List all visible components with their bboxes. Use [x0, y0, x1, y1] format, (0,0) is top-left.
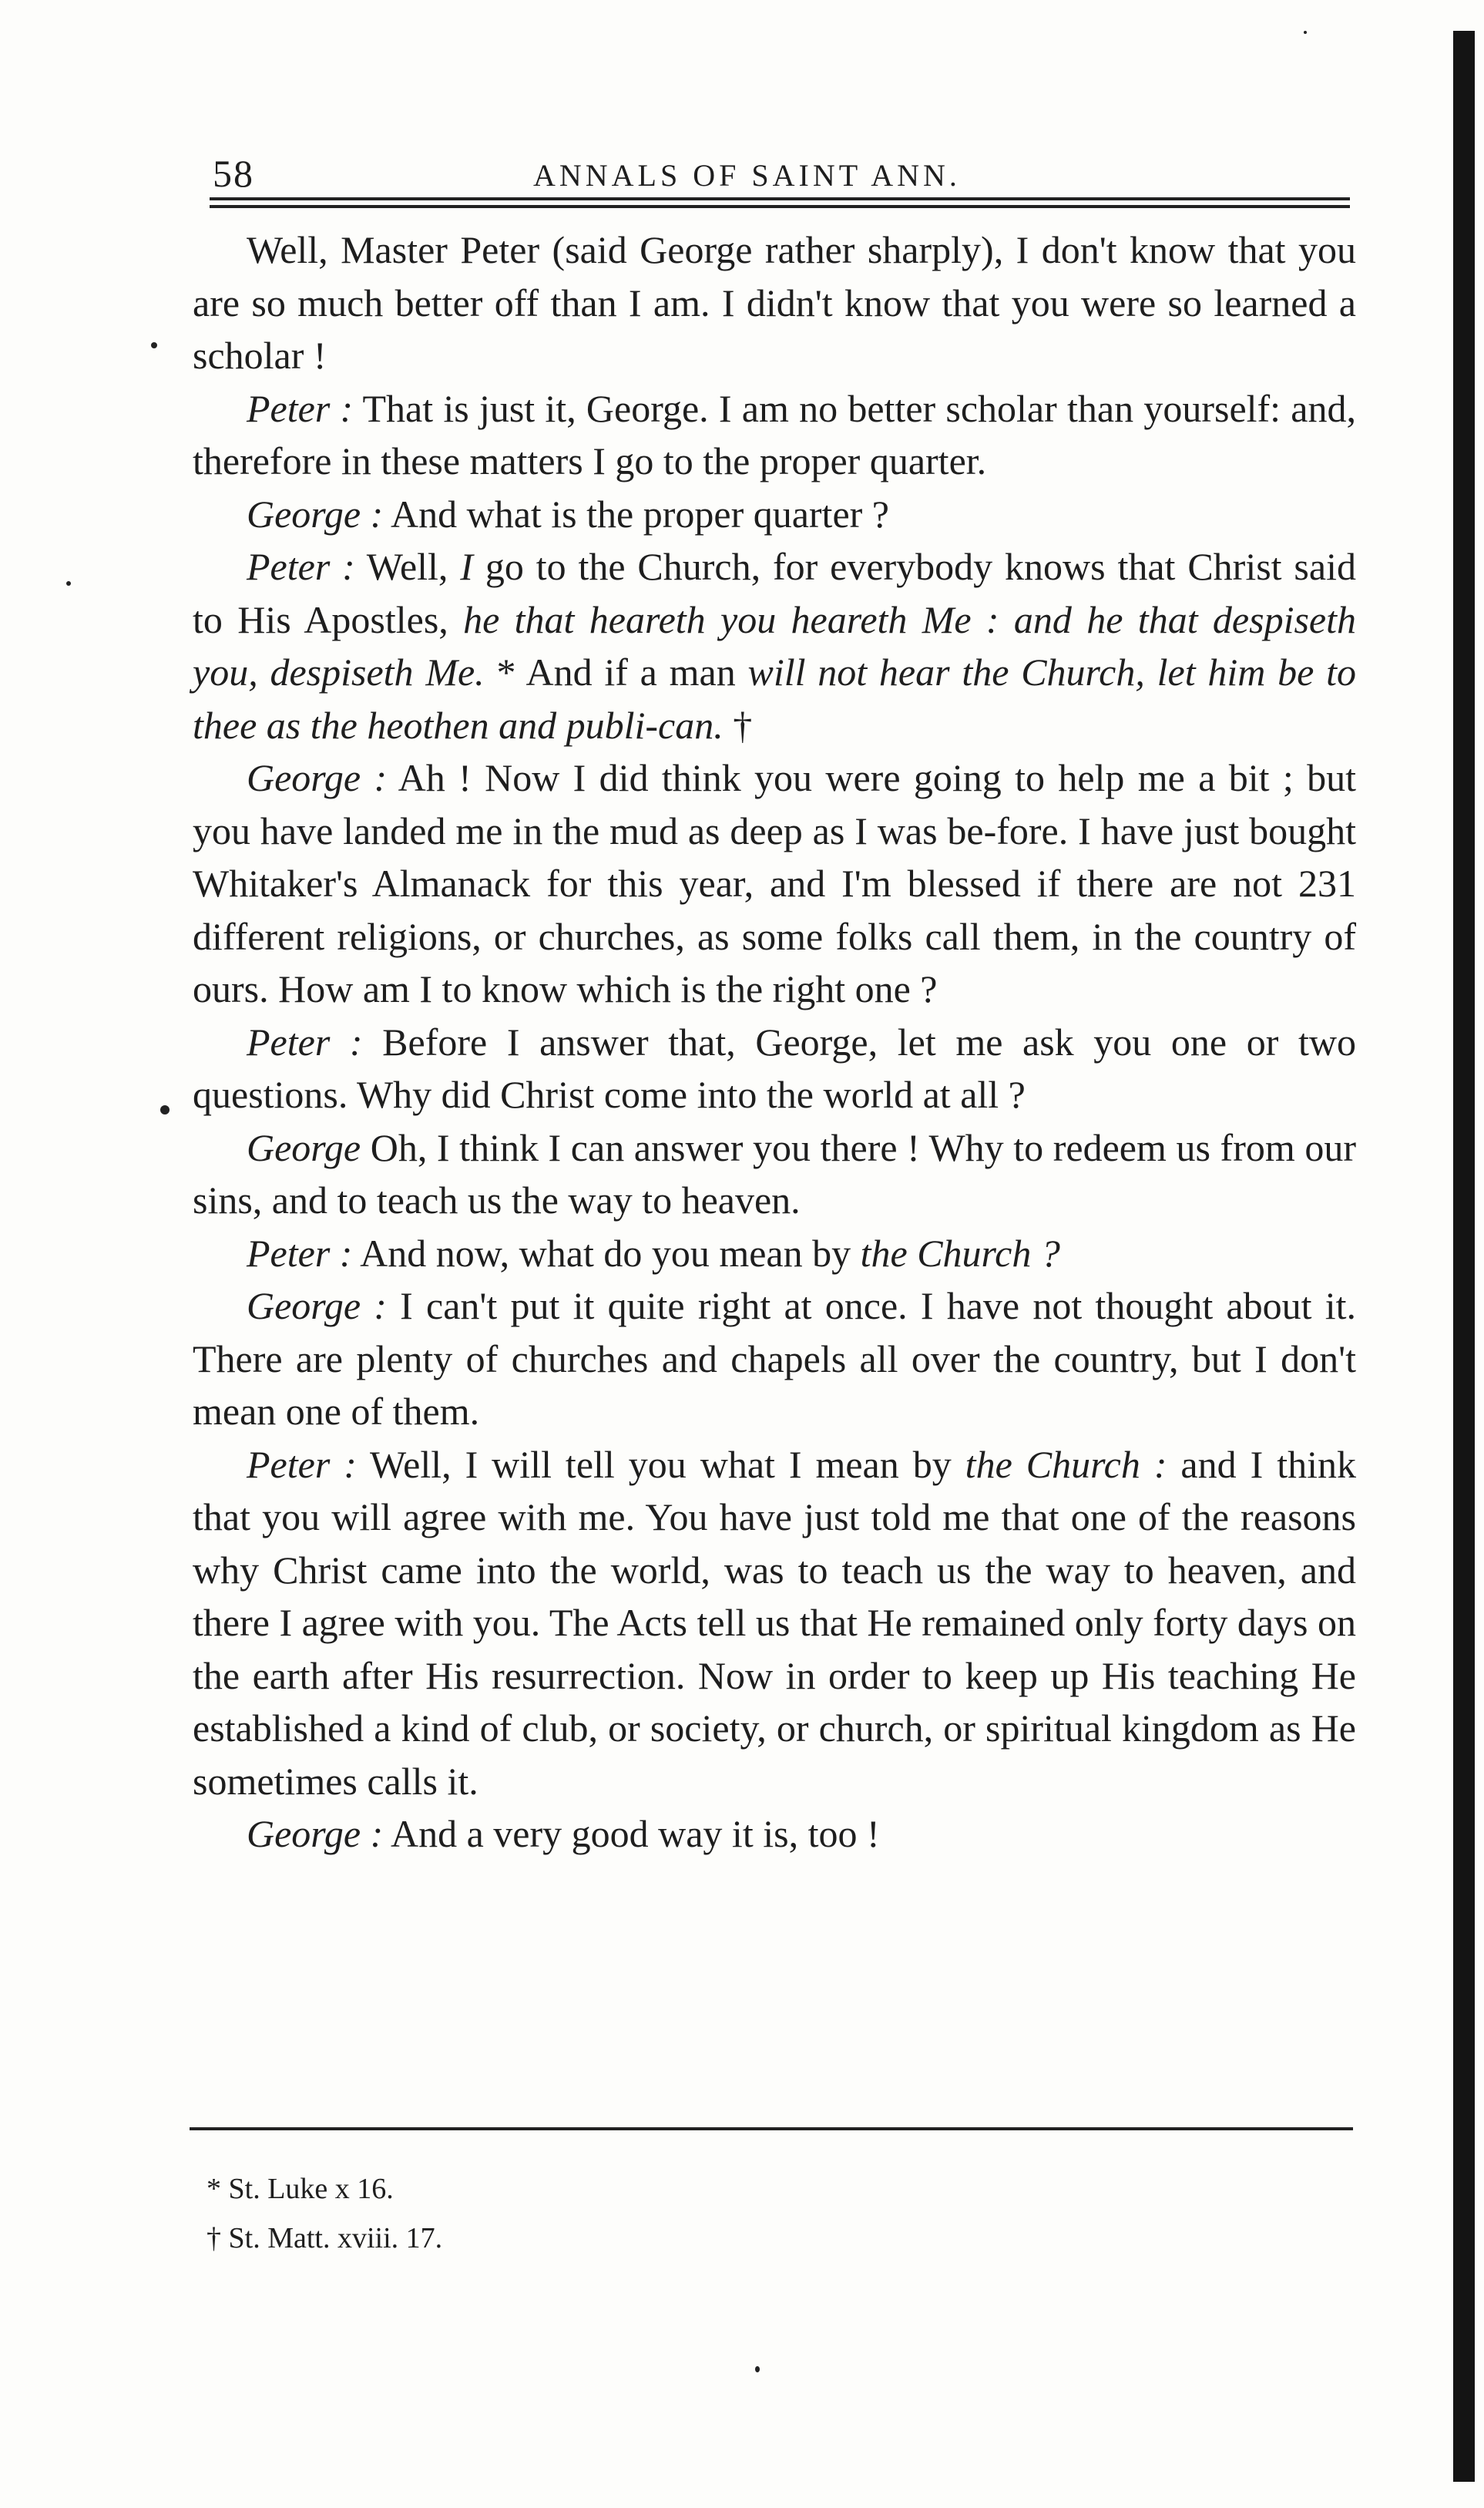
ink-speck — [755, 2366, 760, 2372]
italic-text: Peter : — [247, 545, 355, 588]
italic-text: George : — [247, 756, 388, 799]
text-run: † — [723, 703, 753, 747]
paragraph — [193, 1016, 1356, 1121]
footnotes — [206, 2164, 442, 2263]
paragraph — [193, 540, 1356, 751]
italic-text: Peter : — [247, 386, 354, 430]
text-run: Oh, I think I can answer you there ! Why to redeem us from our sins, and to teach us the way to heaven. — [193, 1125, 1356, 1222]
paragraph — [193, 1121, 1356, 1227]
italic-text: he that heareth you heareth Me : and he that despiseth you, despiseth Me. — [193, 597, 1357, 694]
paragraph — [193, 382, 1356, 488]
italic-text: I — [460, 545, 473, 588]
running-title: ANNALS OF SAINT ANN. — [533, 158, 961, 193]
ink-speck — [1304, 31, 1307, 34]
paragraph — [193, 224, 1356, 382]
text-run: Well, Master Peter (said George rather sharply), I don't know that you are so much better off than I am. I didn't know that you were so learned a scholar ! — [193, 228, 1356, 377]
text-run: Well, — [354, 545, 461, 588]
italic-text: George : — [247, 1812, 384, 1855]
text-run: Before I answer that, George, let me ask you one or two questions. Why did Christ come into the world at all ? — [193, 1020, 1356, 1116]
text-run: and I think that you will agree with me. You have just told me that one of the reasons why Christ came into the world, was to teach us the way to heaven, and there I agree with you. The Acts tell us that He remained only forty days on the earth after His resurrection. Now in order to keep up His teaching He established a kind of club, or society, or church, or spiritual kingdom as He sometimes calls it. — [193, 1442, 1356, 1803]
italic-text: George : — [247, 492, 384, 536]
paragraph — [193, 488, 1356, 541]
footnote-rule — [190, 2127, 1353, 2130]
italic-text: will not hear the Church, let him be to thee as the heothen and publi-can. — [193, 651, 1356, 747]
paragraph — [193, 1807, 1356, 1861]
italic-text: the Church ? — [860, 1231, 1060, 1275]
italic-text: Peter : — [247, 1442, 357, 1486]
paragraph — [193, 1438, 1356, 1808]
ink-speck — [151, 342, 157, 348]
footnote: * St. Luke x 16. — [206, 2173, 394, 2205]
text-run: Well, I will tell you what I mean by — [356, 1442, 965, 1486]
page-header — [210, 143, 1350, 200]
page-number: 58 — [213, 152, 254, 195]
text-run: And now, what do you mean by — [352, 1231, 861, 1275]
text-run: And a very good way it is, too ! — [383, 1812, 880, 1855]
italic-text: Peter : — [247, 1231, 353, 1275]
ink-speck — [66, 581, 71, 586]
body-text — [193, 224, 1356, 1861]
footnote: † St. Matt. xviii. 17. — [206, 2222, 443, 2254]
text-run: That is just it, George. I am no better scholar than yourself: and, therefore in these matters I go to the proper quarter. — [193, 386, 1356, 482]
text-run: I can't put it quite right at once. I have not thought about it. There are plenty of churches and chapels all over the country, but I don't mean one of them. — [193, 1284, 1356, 1433]
page-edge-shadow — [1453, 31, 1475, 2482]
ink-speck — [160, 1105, 170, 1114]
italic-text: George : — [247, 1284, 387, 1327]
text-run: And what is the proper quarter ? — [383, 492, 889, 536]
italic-text: George — [247, 1125, 361, 1169]
text-run: go to the Church, for everybody knows that Christ said to His Apostles, — [193, 545, 1356, 641]
text-run: Ah ! Now I did think you were going to help me a bit ; but you have landed me in the mud as deep as I was be-fore. I have just bought Whitaker's Almanack for this year, and I'm blessed if there are not 231 different religions, or churches, as some folks call them, in the country of ours. How am I to know which is the right one ? — [193, 756, 1356, 1010]
paragraph — [193, 751, 1356, 1016]
italic-text: Peter : — [247, 1020, 363, 1064]
italic-text: the Church : — [965, 1442, 1167, 1486]
paragraph — [193, 1227, 1356, 1280]
header-rule — [210, 205, 1350, 208]
paragraph — [193, 1279, 1356, 1438]
text-run: * And if a man — [484, 651, 748, 694]
